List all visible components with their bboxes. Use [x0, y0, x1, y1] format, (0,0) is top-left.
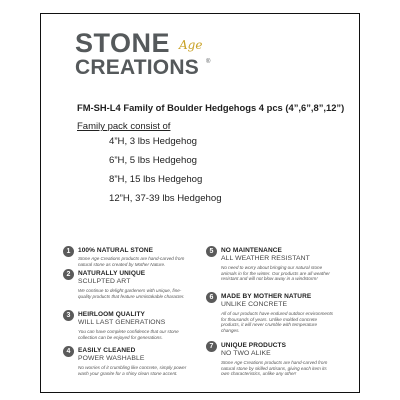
pack-item: 6”H, 5 lbs Hedgehog [109, 155, 197, 166]
product-title: FM-SH-L4 Family of Boulder Hedgehogs 4 pcs (4”,6”,8”,12”) [77, 102, 345, 113]
feature-subheading: UNLIKE CONCRETE [221, 301, 288, 308]
feature-subheading: NO TWO ALIKE [221, 350, 271, 357]
feature-subheading: SCULPTED ART [78, 278, 131, 285]
feature-description: No need to worry about bringing our natural stone animals in for the winter. Our products are all weather resistant and will not blow away in a windstorm! [221, 265, 330, 282]
logo-age-text: Age [179, 38, 203, 52]
feature-description: All of our products have endured outdoor environments for thousands of years. Unlike molded concrete products, it will never crumble with temperature changes. [221, 311, 334, 333]
feature-description: You can have complete confidence that our stone collection can be enjoyed for generations. [78, 329, 179, 340]
feature-number-badge: 2 [63, 269, 74, 280]
product-sheet [40, 13, 360, 393]
brand-logo [75, 30, 215, 84]
feature-description: No worries of it crumbling like concrete, simply power wash your granite for a shiny clean stone accent. [78, 365, 187, 376]
logo-stone-text: STONE [75, 28, 171, 58]
pack-item-list [109, 132, 222, 208]
feature-description: We continue to delight gardeners with unique, fine-quality products that feature unmistakable character. [78, 288, 185, 299]
logo-creations-text: CREATIONS [75, 56, 199, 79]
feature-subheading: WILL LAST GENERATIONS [78, 319, 166, 326]
feature-heading: EASILY CLEANED [78, 347, 136, 354]
registered-mark: ® [206, 59, 211, 65]
pack-heading: Family pack consist of [77, 121, 171, 132]
feature-description: Stone Age Creations products are hand-carved from natural stone by skilled artisans, giving each item its own characteristics, unlike any other! [221, 360, 328, 377]
feature-number-badge: 5 [206, 246, 217, 257]
feature-description: Stone Age Creations products are hand-carved from natural stone as created by Mother Nature. [78, 256, 185, 267]
feature-heading: 100% NATURAL STONE [78, 247, 154, 254]
feature-number-badge: 3 [63, 310, 74, 321]
feature-heading: NO MAINTENANCE [221, 247, 282, 254]
feature-heading: UNIQUE PRODUCTS [221, 342, 287, 349]
feature-heading: HEIRLOOM QUALITY [78, 311, 145, 318]
feature-subheading: ALL WEATHER RESISTANT [221, 255, 310, 262]
pack-item: 4”H, 3 lbs Hedgehog [109, 136, 197, 147]
feature-number-badge: 6 [206, 292, 217, 303]
feature-number-badge: 7 [206, 341, 217, 352]
feature-heading: NATURALLY UNIQUE [78, 270, 146, 277]
feature-heading: MADE BY MOTHER NATURE [221, 293, 312, 300]
feature-number-badge: 1 [63, 246, 74, 257]
pack-item: 12”H, 37-39 lbs Hedgehog [109, 193, 222, 204]
feature-number-badge: 4 [63, 346, 74, 357]
feature-subheading: POWER WASHABLE [78, 355, 145, 362]
pack-item: 8”H, 15 lbs Hedgehog [109, 174, 203, 185]
